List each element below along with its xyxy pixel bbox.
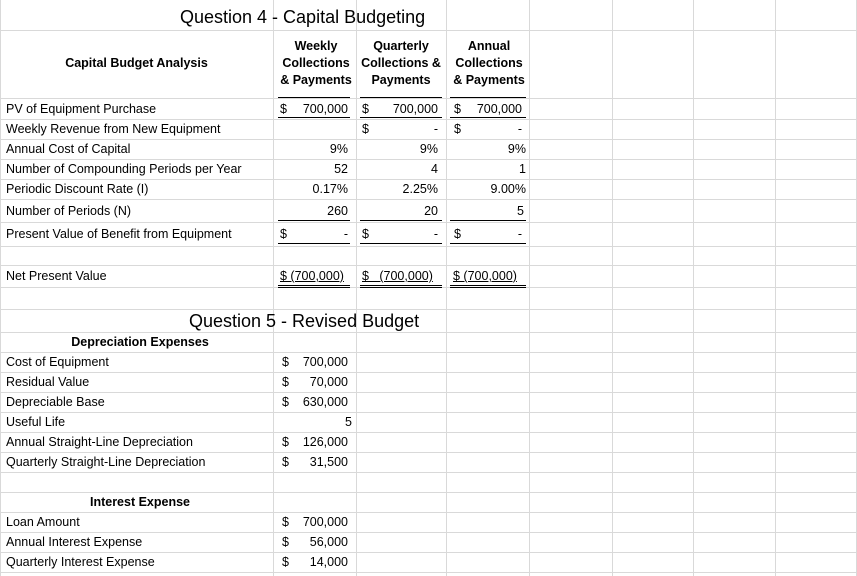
currency-symbol: $ [282,535,289,549]
currency-symbol: $ [282,435,289,449]
q5-title: Question 5 - Revised Budget [189,311,420,331]
npv-label[interactable]: Net Present Value [6,269,107,283]
row-label[interactable]: Periodic Discount Rate (I) [6,182,149,196]
quarterly-value[interactable]: - [433,122,438,136]
value[interactable]: 31,500 [309,455,348,469]
row-label[interactable]: Quarterly Straight-Line Depreciation [6,455,206,469]
row-label[interactable]: Annual Straight-Line Depreciation [6,435,193,449]
currency-symbol: $ [454,102,461,116]
weekly-value[interactable]: - [343,227,348,241]
row-label[interactable]: Number of Compounding Periods per Year [6,162,242,176]
row-label[interactable]: Present Value of Benefit from Equipment [6,227,232,241]
header-line: Payments [371,73,431,87]
annual-value[interactable]: 9.00% [490,182,526,196]
top-border [360,97,442,98]
value[interactable]: 700,000 [302,355,348,369]
currency-symbol: $ [282,375,289,389]
weekly-value[interactable]: 0.17% [312,182,348,196]
weekly-value[interactable]: 260 [327,204,348,218]
annual-header[interactable] [446,38,532,89]
row-label[interactable]: Quarterly Interest Expense [6,555,155,569]
quarterly-value[interactable]: 700,000 [392,102,438,116]
value[interactable]: 630,000 [302,395,348,409]
capital-budget-analysis-label: Capital Budget Analysis [65,56,208,70]
currency-symbol: $ [282,395,289,409]
annual-value[interactable]: 1 [519,162,526,176]
currency-symbol: $ [362,227,369,241]
annual-value[interactable]: 9% [507,142,526,156]
npv-quarterly[interactable]: $ (700,000) [362,269,433,283]
row-label[interactable]: Annual Cost of Capital [6,142,131,156]
depreciation-heading: Depreciation Expenses [71,335,209,349]
underline [278,220,350,221]
quarterly-value[interactable]: 2.25% [402,182,438,196]
row-label[interactable]: PV of Equipment Purchase [6,102,157,116]
weekly-value[interactable]: 9% [329,142,348,156]
header-line: & Payments [453,73,525,87]
header-line: Quarterly [373,39,429,53]
value[interactable]: 700,000 [302,515,348,529]
quarterly-header[interactable] [356,38,446,89]
quarterly-value[interactable]: 20 [424,204,438,218]
currency-symbol: $ [282,355,289,369]
value[interactable]: 56,000 [309,535,348,549]
quarterly-value[interactable]: - [433,227,438,241]
underline [450,220,526,221]
value[interactable]: 70,000 [309,375,348,389]
npv-weekly[interactable]: $ (700,000) [280,269,344,283]
underline [360,117,442,118]
value[interactable]: 14,000 [309,555,348,569]
weekly-value[interactable]: 52 [334,162,348,176]
row-label[interactable]: Number of Periods (N) [6,204,132,218]
annual-value[interactable]: - [517,122,522,136]
currency-symbol: $ [282,555,289,569]
row-label[interactable]: Depreciable Base [6,395,105,409]
header-line: Collections [282,56,350,70]
quarterly-value[interactable]: 9% [419,142,438,156]
row-label[interactable]: Useful Life [6,415,66,429]
row-label[interactable]: Annual Interest Expense [6,535,143,549]
underline [450,243,526,244]
double-underline [278,285,350,288]
header-line: & Payments [280,73,352,87]
top-border [278,97,350,98]
currency-symbol: $ [282,515,289,529]
annual-value[interactable]: 5 [517,204,524,218]
underline [450,117,526,118]
row-label[interactable]: Cost of Equipment [6,355,109,369]
value[interactable]: 5 [345,415,352,429]
top-border [450,97,526,98]
q4-title: Question 4 - Capital Budgeting [180,7,426,27]
header-line: Annual [467,39,511,53]
underline [360,243,442,244]
underline [278,243,350,244]
currency-symbol: $ [454,227,461,241]
row-label[interactable]: Residual Value [6,375,90,389]
value[interactable]: 126,000 [302,435,348,449]
currency-symbol: $ [362,102,369,116]
currency-symbol: $ [280,102,287,116]
underline [278,117,350,118]
currency-symbol: $ [362,122,369,136]
annual-value[interactable]: 700,000 [476,102,522,116]
double-underline [450,285,526,288]
currency-symbol: $ [280,227,287,241]
row-label[interactable]: Loan Amount [6,515,80,529]
header-line: Collections [455,56,523,70]
double-underline [360,285,442,288]
npv-annual[interactable]: $ (700,000) [453,269,517,283]
quarterly-value[interactable]: 4 [431,162,438,176]
weekly-value[interactable]: 700,000 [302,102,348,116]
header-line: Weekly [294,39,338,53]
currency-symbol: $ [282,455,289,469]
row-label[interactable]: Weekly Revenue from New Equipment [6,122,221,136]
currency-symbol: $ [454,122,461,136]
weekly-header[interactable] [276,38,356,89]
interest-heading: Interest Expense [89,495,191,509]
annual-value[interactable]: - [517,227,522,241]
underline [360,220,442,221]
header-line: Collections & [361,56,441,70]
